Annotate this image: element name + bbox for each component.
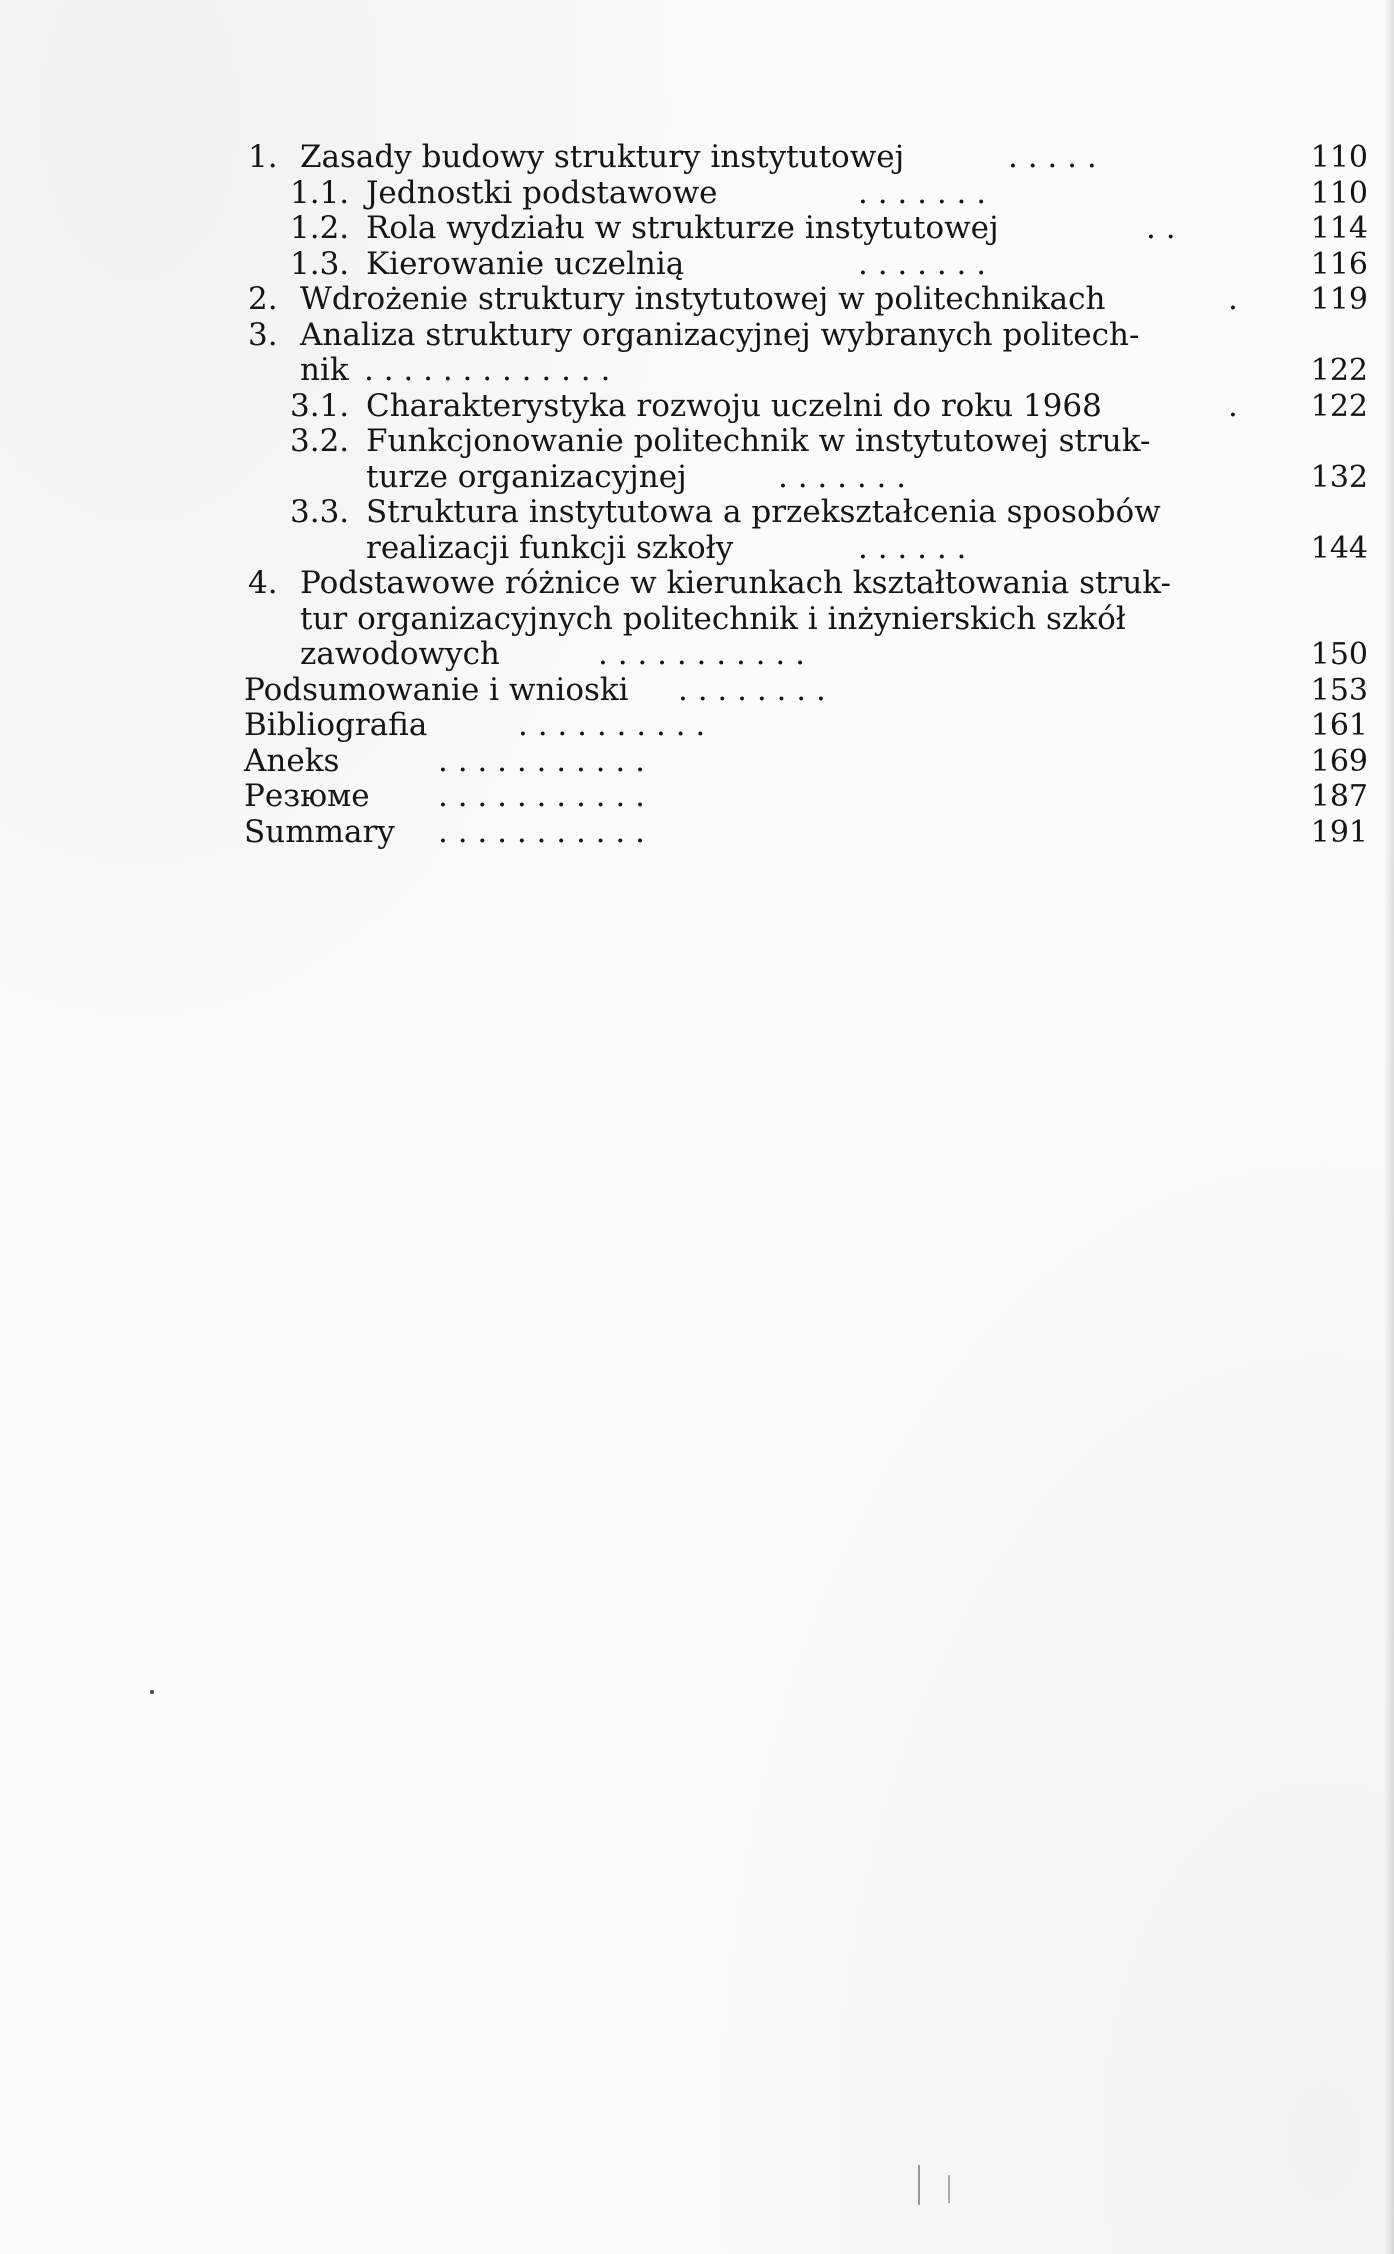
toc-leader-dots: . . . . . . (858, 529, 967, 566)
toc-entry-title: Rola wydziału w strukturze instytutowej (366, 210, 999, 246)
toc-entry-number: 1.2. (290, 210, 350, 246)
toc-entry-4-continuation-1 (238, 602, 1368, 638)
toc-entry-1 (238, 140, 1368, 176)
page-edge-shadow (1384, 0, 1394, 2254)
toc-entry-english-summary (238, 815, 1368, 851)
toc-leader-dots: . (1228, 281, 1238, 317)
toc-entry-number: 3.3. (290, 494, 350, 530)
toc-entry-number: 3.2. (290, 423, 350, 459)
toc-leader-dots: . . . . . . . . . . (518, 707, 706, 743)
toc-page-number: 150 (1310, 637, 1368, 672)
toc-page-number: 191 (1310, 814, 1368, 850)
scan-artifact-line (918, 2165, 920, 2205)
scan-artifact-line (948, 2175, 950, 2203)
toc-entry-3-continuation (238, 353, 1368, 389)
toc-page-number: 169 (1310, 743, 1368, 779)
toc-entry-title: turze organizacyjnej (366, 458, 687, 495)
toc-leader-dots: . . . . . . . (778, 458, 907, 495)
toc-page-number: 110 (1310, 175, 1368, 211)
toc-page-number: 116 (1310, 246, 1368, 282)
table-of-contents (238, 140, 1368, 850)
toc-entry-number: 1.1. (290, 174, 350, 211)
scan-speck (150, 1690, 154, 1694)
toc-leader-dots: . . . . . . . . . . . . . (364, 352, 611, 388)
toc-entry-3-3 (238, 495, 1368, 531)
toc-entry-title: Podstawowe różnice w kierunkach kształtowania struk- (300, 565, 1172, 601)
toc-entry-3-1 (238, 389, 1368, 425)
toc-entry-title: Kierowanie uczelnią (366, 245, 685, 282)
toc-entry-number: 3. (248, 316, 278, 353)
toc-entry-title: Funkcjonowanie politechnik w instytutowej struk- (366, 423, 1151, 459)
toc-leader-dots: . . . . . . . . (678, 671, 826, 708)
toc-page-number: 119 (1310, 282, 1368, 317)
toc-entry-number: 1.3. (290, 245, 350, 282)
toc-entry-title: realizacji funkcji szkoły (366, 529, 734, 566)
toc-page-number: 187 (1310, 779, 1368, 814)
toc-leader-dots: . . . . . . . . . . . (598, 636, 805, 672)
toc-entry-1-1 (238, 176, 1368, 212)
toc-page-number: 161 (1310, 708, 1368, 743)
toc-entry-title: zawodowych (300, 636, 500, 672)
toc-entry-title: Analiza struktury organizacyjnej wybranych politech- (300, 316, 1140, 353)
toc-entry-title: nik (300, 352, 349, 388)
toc-leader-dots: . (1228, 387, 1238, 424)
toc-entry-number: 2. (248, 281, 278, 317)
toc-entry-title: Wdrożenie struktury instytutowej w politechnikach (300, 281, 1106, 317)
toc-leader-dots: . . (1146, 210, 1176, 246)
toc-page-number: 153 (1310, 672, 1368, 708)
toc-entry-title: Aneks (244, 742, 340, 779)
toc-page-number: 144 (1310, 530, 1368, 566)
toc-entry-summary-conclusions (238, 673, 1368, 709)
toc-entry-3 (238, 318, 1368, 354)
toc-leader-dots: . . . . . . . . . . . (438, 778, 645, 814)
toc-page-number: 114 (1310, 211, 1368, 246)
toc-entry-title: Jednostki podstawowe (366, 174, 718, 211)
toc-entry-title: Charakterystyka rozwoju uczelni do roku 1968 (366, 387, 1102, 424)
toc-entry-title: Summary (244, 813, 395, 850)
toc-entry-number: 1. (248, 139, 278, 175)
toc-leader-dots: . . . . . . . . . . . (438, 813, 645, 850)
toc-entry-3-2-continuation (238, 460, 1368, 496)
toc-entry-bibliography (238, 708, 1368, 744)
toc-page-number: 122 (1310, 353, 1368, 388)
toc-entry-title: Podsumowanie i wnioski (244, 671, 629, 708)
toc-entry-1-2 (238, 211, 1368, 247)
toc-entry-annex (238, 744, 1368, 780)
toc-page-number: 122 (1310, 388, 1368, 424)
toc-entry-3-3-continuation (238, 531, 1368, 567)
toc-entry-title: Struktura instytutowa a przekształcenia sposobów (366, 494, 1161, 530)
toc-entry-title: Zasady budowy struktury instytutowej (300, 139, 905, 175)
toc-leader-dots: . . . . . . . . . . . (438, 742, 645, 779)
toc-entry-russian-summary (238, 779, 1368, 815)
toc-entry-title: Bibliografia (244, 707, 428, 743)
toc-entry-4 (238, 566, 1368, 602)
toc-leader-dots: . . . . . . . (858, 174, 987, 211)
toc-entry-title: Резюме (244, 778, 370, 814)
toc-entry-number: 4. (248, 565, 278, 601)
toc-entry-number: 3.1. (290, 387, 350, 424)
toc-leader-dots: . . . . . . . (858, 245, 987, 282)
toc-entry-title: tur organizacyjnych politechnik i inżynierskich szkół (300, 600, 1126, 637)
toc-page-number: 110 (1310, 140, 1368, 175)
toc-entry-1-3 (238, 247, 1368, 283)
toc-leader-dots: . . . . . (1008, 139, 1097, 175)
toc-page-number: 132 (1310, 459, 1368, 495)
toc-entry-3-2 (238, 424, 1368, 460)
toc-entry-2 (238, 282, 1368, 318)
toc-entry-4-continuation-2 (238, 637, 1368, 673)
